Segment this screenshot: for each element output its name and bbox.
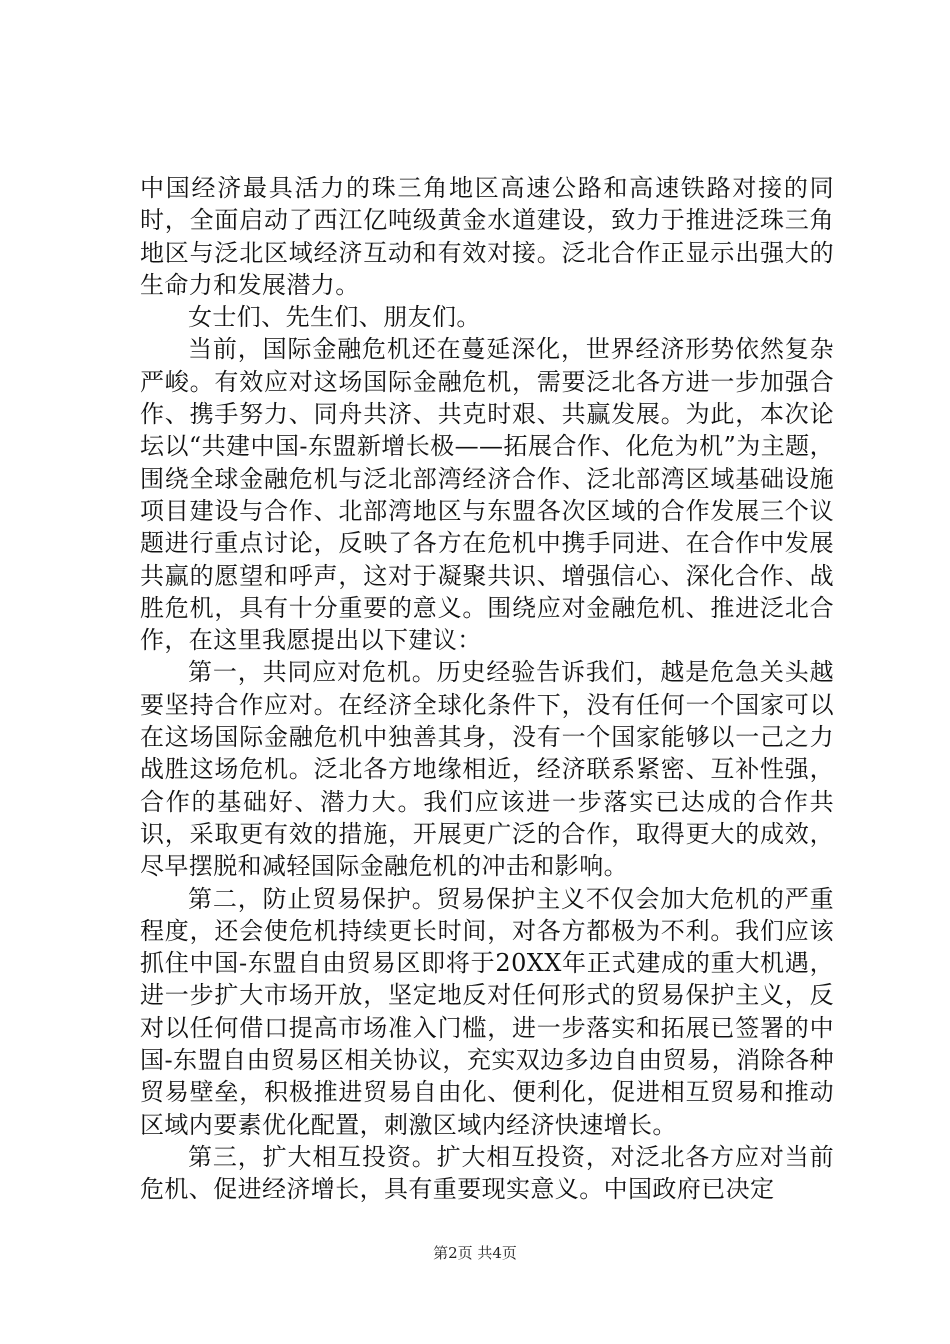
paragraph-salutation: 女士们、先生们、朋友们。	[188, 303, 481, 332]
paragraph-second-proposal: 第二，防止贸易保护。贸易保护主义不仅会加大危机的严重程度，还会使危机持续更长时间，对各方都极为不利。我们应该抓住中国-东盟自由贸易区即将于20XX年正式建成的重大机遇，进一步扩大市场开放，坚定地反对任何形式的贸易保护主义，反对以任何借口提高市场准入门槛，进一步落实和拓展已签署的中国-东盟自由贸易区相关协议，充实双边多边自由贸易，消除各种贸易壁垒，积极推进贸易自由化、便利化，促进相互贸易和推动区域内要素优化配置，刺激区域内经济快速增长。	[140, 884, 834, 1139]
paragraph-first-proposal: 第一，共同应对危机。历史经验告诉我们，越是危急关头越要坚持合作应对。在经济全球化条件下，没有任何一个国家可以在这场国际金融危机中独善其身，没有一个国家能够以一己之力战胜这场危机。泛北各方地缘相近，经济联系紧密、互补性强，合作的基础好、潜力大。我们应该进一步落实已达成的合作共识，采取更有效的措施，开展更广泛的合作，取得更大的成效，尽早摆脱和减轻国际金融危机的冲击和影响。	[140, 658, 834, 881]
paragraph-continuation: 中国经济最具活力的珠三角地区高速公路和高速铁路对接的同时，全面启动了西江亿吨级黄金水道建设，致力于推进泛珠三角地区与泛北区域经济互动和有效对接。泛北合作正显示出强大的生命力和发展潜力。	[140, 174, 834, 299]
document-body	[140, 172, 834, 1206]
paragraph-third-proposal: 第三，扩大相互投资。扩大相互投资，对泛北各方应对当前危机、促进经济增长，具有重要现实意义。中国政府已决定	[140, 1142, 834, 1204]
paragraph-current-situation: 当前，国际金融危机还在蔓延深化，世界经济形势依然复杂严峻。有效应对这场国际金融危机，需要泛北各方进一步加强合作、携手努力、同舟共济、共克时艰、共赢发展。为此，本次论坛以“共建中国-东盟新增长极——拓展合作、化危为机”为主题，围绕全球金融危机与泛北部湾经济合作、泛北部湾区域基础设施项目建设与合作、北部湾地区与东盟各次区域的合作发展三个议题进行重点讨论，反映了各方在危机中携手同进、在合作中发展共赢的愿望和呼声，这对于凝聚共识、增强信心、深化合作、战胜危机，具有十分重要的意义。围绕应对金融危机、推进泛北合作，在这里我愿提出以下建议：	[140, 335, 834, 655]
page-number-footer: 第2页 共4页	[433, 1244, 517, 1262]
